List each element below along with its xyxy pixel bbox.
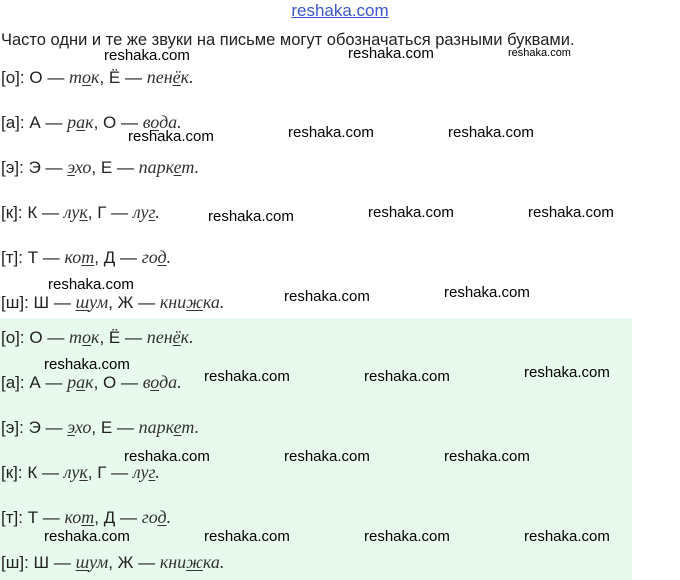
comma: , [94,248,104,267]
watermark-text: reshaka.com [528,204,614,221]
comma: , [93,113,104,132]
word-part: лу [132,202,149,222]
example-word-1 [69,327,99,347]
sound-row [1,156,199,178]
sound-row [1,201,160,223]
letter-2: Е [100,158,113,177]
word-part: . [189,67,194,87]
letter-1: О [29,328,43,347]
dash: — [133,293,160,312]
word-part: ка [202,552,220,572]
sound-row [1,551,224,573]
example-word-2 [160,552,225,572]
watermark-text: reshaka.com [204,528,290,545]
watermark-text: reshaka.com [368,204,454,221]
watermark-text: reshaka.com [444,284,530,301]
watermark-text: reshaka.com [508,47,571,59]
example-word-2 [147,327,194,347]
watermark-text: reshaka.com [524,364,610,381]
word-part: . [166,247,172,267]
word-part: р [67,372,77,392]
example-word-2 [133,462,160,482]
underlined-letter: о [150,372,160,392]
example-word-1 [69,67,99,87]
dash: — [37,203,64,222]
word-part: . [219,292,225,312]
sound-label: [а]: [1,373,30,392]
word-part: к [85,372,94,392]
word-part: ум [89,292,109,312]
dash: — [116,113,143,132]
word-part: кни [159,292,187,312]
underlined-letter: ж [186,292,203,312]
sound-label: [ш]: [1,553,34,572]
dash: — [37,463,64,482]
word-part: . [194,157,200,177]
comma: , [108,553,118,572]
letter-1: К [27,203,38,222]
word-part: к [180,67,190,87]
sound-row [1,66,194,88]
watermark-text: reshaka.com [44,356,130,373]
word-part: т [181,417,195,437]
letter-2: О [103,113,117,132]
comma: , [99,328,109,347]
letter-1: Т [27,248,39,267]
example-word-1 [67,157,91,177]
example-word-1 [67,112,93,132]
word-part: р [67,112,77,132]
word-part: пен [146,327,173,347]
word-part: т [69,327,83,347]
comma: , [108,293,118,312]
sound-label: [о]: [1,68,30,87]
dash: — [42,328,70,347]
word-part: лу [63,462,80,482]
word-part: т [69,67,83,87]
dash: — [40,418,68,437]
word-part: пен [146,67,173,87]
dash: — [120,328,147,347]
letter-1: А [29,373,41,392]
site-link[interactable]: reshaka.com [291,1,389,20]
letter-2: Г [97,203,107,222]
letter-1: А [29,113,41,132]
watermark-text: reshaka.com [364,368,450,385]
dash: — [49,553,76,572]
watermark-text: reshaka.com [124,448,210,465]
word-part: к [91,67,100,87]
underlined-letter: о [150,112,160,132]
underlined-letter: е [173,157,182,177]
watermark-text: reshaka.com [348,45,434,62]
underlined-letter: к [79,202,88,222]
letter-2: Ж [117,553,134,572]
word-part: . [194,417,200,437]
word-part: . [219,552,225,572]
dash: — [116,373,143,392]
example-word-2 [143,372,182,392]
watermark-text: reshaka.com [284,448,370,465]
watermark-text: reshaka.com [288,124,374,141]
word-part: к [85,112,94,132]
word-part: лу [63,202,80,222]
comma: , [94,508,104,527]
comma: , [99,68,109,87]
letter-1: О [29,68,43,87]
example-word-2 [139,417,199,437]
dash: — [112,158,139,177]
word-part: т [181,157,195,177]
letter-2: Ё [108,328,121,347]
example-word-1 [65,507,95,527]
letter-2: О [103,373,117,392]
word-part: парк [138,417,174,437]
example-word-1 [67,417,91,437]
sound-row [1,291,224,313]
watermark-text: reshaka.com [284,288,370,305]
example-word-1 [64,202,88,222]
underlined-letter: д [157,507,167,527]
underlined-letter: э [67,417,75,437]
letter-2: Д [103,248,116,267]
word-part: хо [74,417,92,437]
word-part: кни [159,552,187,572]
example-word-2 [142,507,171,527]
underlined-letter: т [81,507,95,527]
sound-label: [а]: [1,113,30,132]
word-part: . [155,462,160,482]
example-word-1 [64,462,88,482]
word-part: го [141,507,158,527]
sound-row [1,326,194,348]
watermark-text: reshaka.com [128,128,214,145]
letter-1: Ш [33,293,50,312]
underlined-letter: к [79,462,88,482]
sound-row [1,416,199,438]
underlined-letter: г [148,202,156,222]
dash: — [40,373,68,392]
word-part: к [180,327,190,347]
dash: — [40,158,68,177]
watermark-text: reshaka.com [208,208,294,225]
word-part: . [177,112,182,132]
letter-1: Э [28,418,41,437]
example-word-1 [76,552,109,572]
watermark-text: reshaka.com [204,368,290,385]
example-word-2 [133,202,160,222]
watermark-text: reshaka.com [444,448,530,465]
dash: — [42,68,70,87]
letter-2: Ж [117,293,134,312]
letter-1: Т [27,508,39,527]
comma: , [87,203,98,222]
dash: — [38,508,65,527]
underlined-letter: д [157,247,167,267]
word-part: . [155,202,160,222]
underlined-letter: э [67,157,75,177]
sound-label: [э]: [1,158,29,177]
comma: , [91,158,101,177]
word-part: го [141,247,158,267]
underlined-letter: ж [186,552,203,572]
word-part: ко [64,507,82,527]
example-word-2 [142,247,171,267]
sound-label: [ш]: [1,293,34,312]
word-part: да [159,372,178,392]
comma: , [91,418,101,437]
dash: — [115,508,142,527]
letter-1: Ш [33,553,50,572]
intro-text: Часто одни и те же звуки на письме могут обозначаться разными буквами. [1,31,575,49]
underlined-letter: е [173,417,182,437]
sound-label: [т]: [1,248,28,267]
underlined-letter: ё [172,67,181,87]
example-word-1 [67,372,93,392]
underlined-letter: ё [172,327,181,347]
word-part: в [142,112,151,132]
underlined-letter: о [82,327,92,347]
example-word-1 [76,292,109,312]
word-part: . [177,372,182,392]
letter-2: Г [97,463,107,482]
underlined-letter: а [76,372,86,392]
watermark-text: reshaka.com [364,528,450,545]
watermark-text: reshaka.com [524,528,610,545]
dash: — [112,418,139,437]
word-part: ко [64,247,82,267]
comma: , [93,373,104,392]
underlined-letter: ш [75,552,90,572]
watermark-text: reshaka.com [448,124,534,141]
underlined-letter: ш [75,292,90,312]
word-part: лу [132,462,149,482]
watermark-text: reshaka.com [104,47,190,64]
sound-label: [к]: [1,463,28,482]
word-part: ум [89,552,109,572]
example-word-2 [139,157,199,177]
word-part: ка [202,292,220,312]
dash: — [40,113,68,132]
dash: — [106,463,133,482]
comma: , [87,463,98,482]
letter-1: Э [28,158,41,177]
dash: — [133,553,160,572]
example-word-1 [65,247,95,267]
letter-2: Е [100,418,113,437]
sound-row [1,506,171,528]
word-part: . [189,327,194,347]
word-part: в [142,372,151,392]
word-part: к [91,327,100,347]
word-part: парк [138,157,174,177]
sound-label: [к]: [1,203,28,222]
example-word-2 [147,67,194,87]
underlined-letter: г [148,462,156,482]
underlined-letter: т [81,247,95,267]
word-part: хо [74,157,92,177]
dash: — [49,293,76,312]
sound-row [1,371,182,393]
watermark-text: reshaka.com [44,528,130,545]
sound-label: [э]: [1,418,29,437]
example-word-2 [160,292,225,312]
dash: — [106,203,133,222]
dash: — [38,248,65,267]
word-part: да [159,112,178,132]
letter-2: Д [103,508,116,527]
sound-label: [т]: [1,508,28,527]
underlined-letter: а [76,112,86,132]
underlined-letter: о [82,67,92,87]
letter-1: К [27,463,38,482]
sound-label: [о]: [1,328,30,347]
watermark-text: reshaka.com [48,276,134,293]
word-part: . [166,507,172,527]
letter-2: Ё [108,68,121,87]
dash: — [115,248,142,267]
dash: — [120,68,147,87]
sound-row [1,246,171,268]
